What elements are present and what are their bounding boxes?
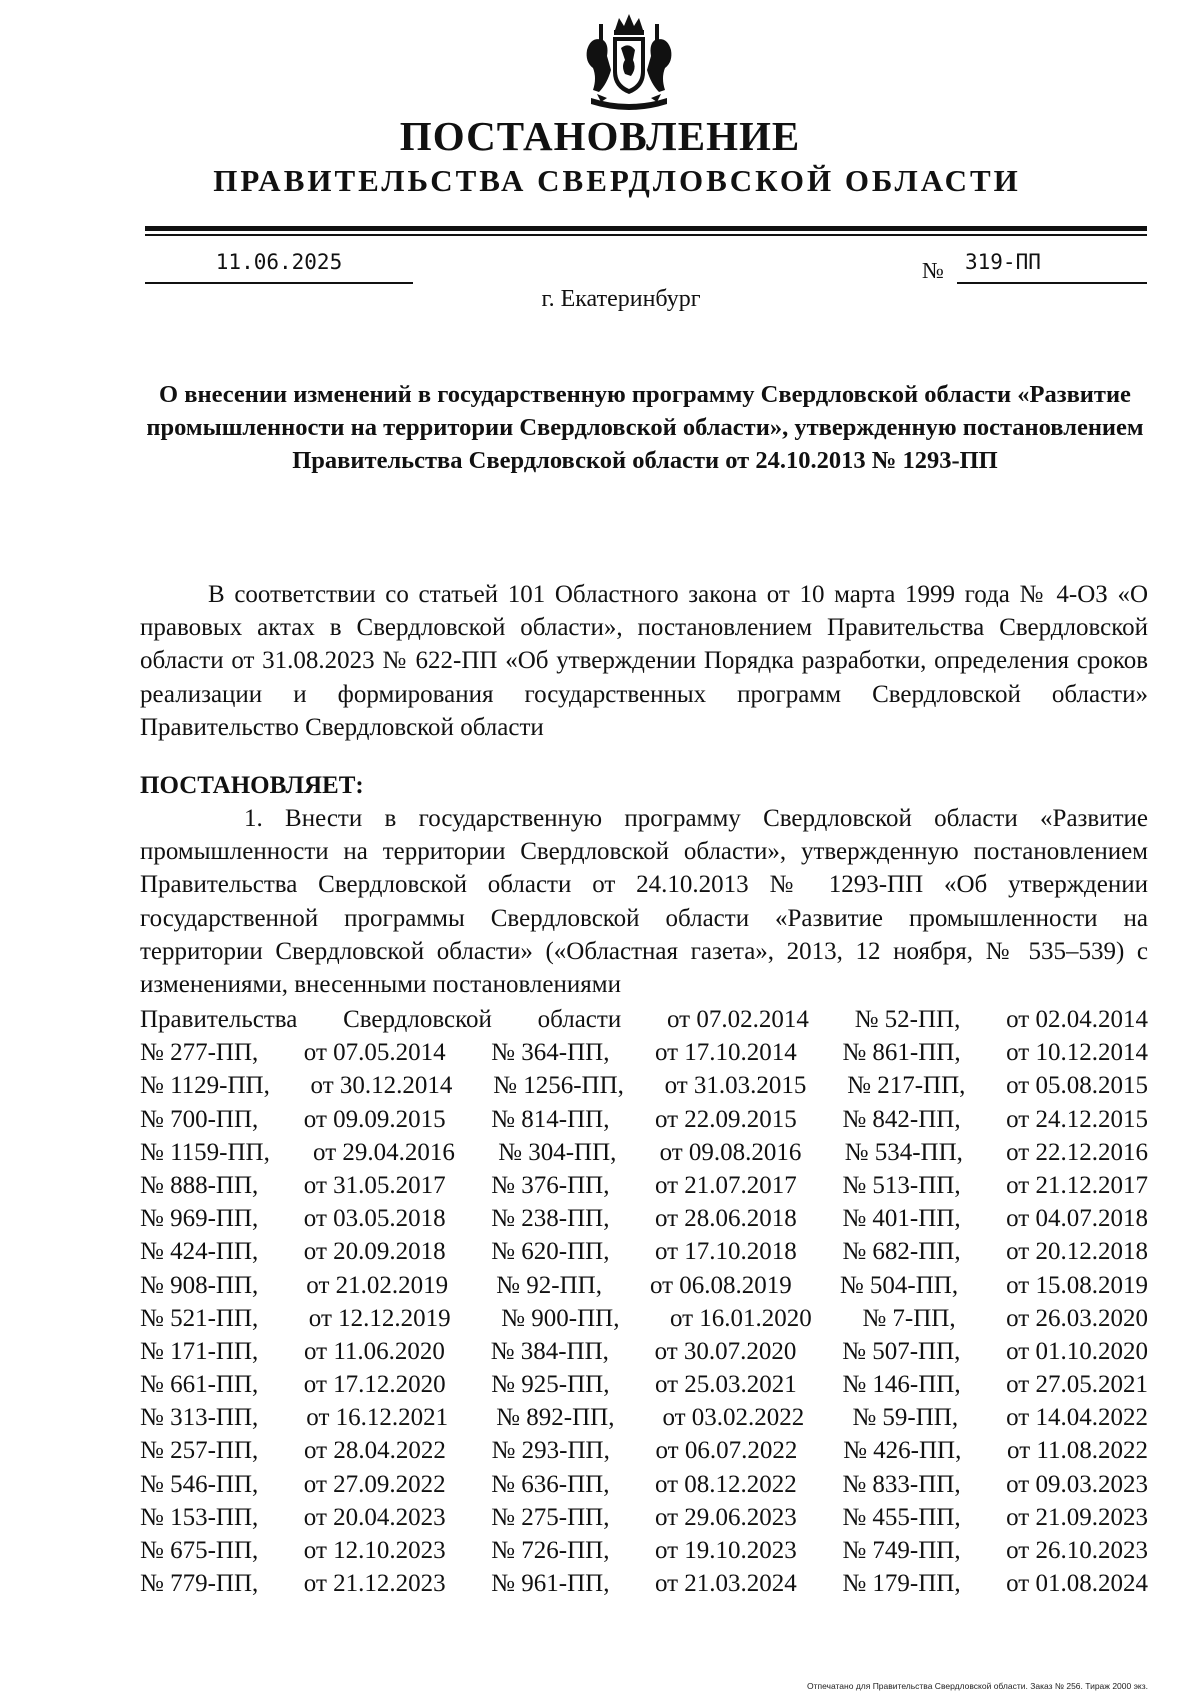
amendment-cell: от 17.10.2014 (654, 1039, 797, 1067)
amendment-cell: № 1129-ПП, (140, 1072, 270, 1100)
amendment-cell: от 31.05.2017 (303, 1171, 446, 1199)
amendment-cell: от 17.12.2020 (303, 1371, 446, 1399)
number-underline (957, 282, 1147, 284)
amendment-cell: № 900-ПП, (501, 1304, 620, 1332)
amendment-cell: от 01.08.2024 (1006, 1570, 1148, 1598)
amendment-cell: № 424-ПП, (140, 1238, 259, 1266)
amendment-cell: от 11.08.2022 (1007, 1437, 1148, 1465)
amendment-cell: от 20.09.2018 (303, 1238, 446, 1266)
decree-word: ПОСТАНОВЛЯЕТ: (140, 772, 364, 799)
amendment-cell: от 21.09.2023 (1006, 1503, 1148, 1531)
amendment-cell: № 455-ПП, (842, 1503, 961, 1531)
amendment-cell: от 20.04.2023 (303, 1503, 446, 1531)
amendment-cell: № 636-ПП, (491, 1470, 610, 1498)
amendment-cell: от 26.03.2020 (1006, 1304, 1148, 1332)
amendment-cell: от 30.07.2020 (654, 1337, 797, 1365)
amendment-cell: от 26.10.2023 (1006, 1537, 1148, 1564)
amendment-cell: от 16.01.2020 (669, 1304, 812, 1332)
amendment-cell: № 1159-ПП, (140, 1138, 270, 1166)
amendment-cell: № 779-ПП, (140, 1570, 259, 1598)
document-type-title: ПОСТАНОВЛЕНИЕ (399, 113, 801, 159)
amendment-cell: № 700-ПП, (140, 1105, 259, 1133)
amendment-cell: № 961-ПП, (491, 1570, 610, 1598)
amendment-cell: № 293-ПП, (491, 1437, 610, 1465)
item-1-paragraph: 1. Внести в государственную программу Свердловской области «Развитие промышленности на территории Свердловской области», утвержденную постановлением Правительства Свердловской области от 24.10.2013 № 1293-ПП «Об утверждении государственной программы Свердловской области «Развитие промышленности на территории Свердловской области» («Областная газета», 2013, 12 ноября, № 535–539) с изменениями, внесенными постановлениями (140, 805, 1148, 999)
amendment-list (140, 1003, 1148, 1600)
amendment-cell: № 675-ПП, (140, 1537, 259, 1564)
amendment-row (140, 1235, 1148, 1268)
amendment-cell: от 27.05.2021 (1006, 1371, 1148, 1399)
print-footer: Отпечатано для Правительства Свердловской области. Заказ № 256. Тираж 2000 экз. (806, 1681, 1148, 1691)
amendment-row (140, 1136, 1148, 1169)
amendment-cell: от 11.06.2020 (303, 1337, 445, 1365)
amendment-cell: от 27.09.2022 (303, 1470, 446, 1498)
amendment-cell: от 17.10.2018 (654, 1238, 797, 1266)
amendment-cell: от 02.04.2014 (1006, 1006, 1148, 1033)
amendment-cell: от 28.04.2022 (303, 1437, 446, 1465)
amendment-cell: от 04.07.2018 (1006, 1205, 1148, 1233)
amendment-cell: № 52-ПП, (854, 1006, 961, 1033)
amendment-cell: № 238-ПП, (491, 1205, 610, 1233)
amendment-cell: № 513-ПП, (842, 1171, 961, 1199)
amendment-cell: № 1256-ПП, (493, 1072, 624, 1100)
amendment-row (140, 1534, 1148, 1567)
document-heading: О внесении изменений в государственную программу Свердловской области «Развитие промышленности на территории Свердловской области», утвержденную постановлением Правительства Свердловской области от 24.10.2013 № 1293-ПП (146, 381, 1144, 474)
amendment-cell: Свердловской (343, 1006, 492, 1033)
amendment-row (140, 1501, 1148, 1534)
amendment-cell: от 01.10.2020 (1006, 1337, 1148, 1365)
header-rule-thin (145, 234, 1147, 236)
number-sign: № (922, 258, 944, 283)
date-underline (145, 282, 413, 284)
amendment-cell: от 16.12.2021 (306, 1404, 449, 1432)
amendment-cell: № 153-ПП, (140, 1503, 259, 1531)
amendment-cell: № 364-ПП, (491, 1039, 610, 1067)
amendment-cell: от 21.03.2024 (654, 1570, 797, 1598)
amendment-cell: от 12.10.2023 (303, 1537, 446, 1564)
amendment-cell: № 179-ПП, (842, 1570, 961, 1598)
amendment-cell: № 504-ПП, (839, 1271, 959, 1299)
amendment-cell: от 09.03.2023 (1006, 1470, 1148, 1498)
amendment-cell: от 21.12.2017 (1006, 1171, 1148, 1199)
amendment-row (140, 1269, 1148, 1302)
amendment-cell: № 92-ПП, (496, 1271, 602, 1299)
amendment-row (140, 1302, 1148, 1335)
amendment-cell: № 726-ПП, (491, 1537, 610, 1564)
amendment-cell: № 217-ПП, (847, 1072, 966, 1100)
amendment-cell: № 833-ПП, (842, 1470, 961, 1498)
amendment-cell: от 10.12.2014 (1006, 1039, 1148, 1067)
amendment-row (140, 1003, 1148, 1036)
amendment-cell: № 304-ПП, (498, 1138, 617, 1166)
amendment-cell: от 19.10.2023 (654, 1537, 797, 1564)
amendment-cell: № 171-ПП, (140, 1337, 259, 1365)
amendment-cell: от 14.04.2022 (1006, 1404, 1148, 1432)
amendment-cell: от 21.07.2017 (654, 1171, 797, 1199)
amendment-cell: от 21.12.2023 (303, 1570, 446, 1598)
amendment-cell: от 22.12.2016 (1006, 1138, 1148, 1166)
amendment-cell: от 06.07.2022 (655, 1437, 798, 1465)
amendment-row (140, 1401, 1148, 1434)
amendment-cell: Правительства (140, 1006, 298, 1033)
amendment-cell: № 426-ПП, (843, 1437, 962, 1465)
amendment-cell: от 07.05.2014 (303, 1039, 446, 1067)
header-rule-thick (145, 226, 1147, 231)
amendment-cell: № 59-ПП, (852, 1404, 959, 1432)
document-city: г. Екатеринбург (541, 286, 701, 312)
amendment-cell: № 682-ПП, (842, 1238, 961, 1266)
amendment-cell: от 22.09.2015 (654, 1105, 797, 1133)
amendment-cell: № 277-ПП, (140, 1039, 259, 1067)
amendment-cell: № 969-ПП, (140, 1205, 259, 1233)
amendment-cell: от 25.03.2021 (654, 1371, 797, 1399)
amendment-cell: № 507-ПП, (842, 1337, 961, 1365)
amendment-cell: № 620-ПП, (491, 1238, 610, 1266)
amendment-row (140, 1202, 1148, 1235)
amendment-cell: № 521-ПП, (140, 1304, 259, 1332)
amendment-cell: от 15.08.2019 (1006, 1271, 1148, 1299)
amendment-cell: от 20.12.2018 (1006, 1238, 1148, 1266)
amendment-cell: № 842-ПП, (842, 1105, 961, 1133)
document-number: 319-ПП (965, 250, 1041, 274)
amendment-cell: № 146-ПП, (842, 1371, 961, 1399)
amendment-cell: № 546-ПП, (140, 1470, 259, 1498)
amendment-cell: от 05.08.2015 (1006, 1072, 1148, 1100)
amendment-cell: области (537, 1006, 622, 1033)
amendment-cell: № 888-ПП, (140, 1171, 259, 1199)
amendment-cell: № 814-ПП, (491, 1105, 610, 1133)
coat-of-arms-icon (577, 10, 681, 116)
amendment-cell: № 275-ПП, (491, 1503, 610, 1531)
amendment-cell: от 21.02.2019 (306, 1271, 449, 1299)
amendment-row (140, 1468, 1148, 1501)
amendment-cell: от 08.12.2022 (654, 1470, 797, 1498)
amendment-cell: от 03.02.2022 (662, 1404, 805, 1432)
amendment-cell: № 925-ПП, (491, 1371, 610, 1399)
amendment-cell: от 12.12.2019 (308, 1304, 451, 1332)
amendment-row (140, 1036, 1148, 1069)
amendment-cell: от 09.09.2015 (303, 1105, 446, 1133)
amendment-row (140, 1434, 1148, 1467)
preamble-paragraph: В соответствии со статьей 101 Областного закона от 10 марта 1999 года № 4-ОЗ «О правовых актах в Свердловской области», постановлением Правительства Свердловской области от 31.08.2023 № 622-ПП «Об утверждении Порядка разработки, определения сроков реализации и формирования государственных программ Свердловской области» Правительство Свердловской области (140, 581, 1148, 741)
amendment-row (140, 1069, 1148, 1102)
amendment-cell: № 534-ПП, (844, 1138, 963, 1166)
amendment-cell: № 661-ПП, (140, 1371, 259, 1399)
amendment-cell: от 28.06.2018 (654, 1205, 797, 1233)
amendment-cell: № 7-ПП, (862, 1304, 956, 1332)
amendment-row (140, 1335, 1148, 1368)
amendment-cell: от 29.06.2023 (654, 1503, 797, 1531)
amendment-cell: от 24.12.2015 (1006, 1105, 1148, 1133)
amendment-cell: от 31.03.2015 (664, 1072, 807, 1100)
amendment-cell: № 892-ПП, (496, 1404, 615, 1432)
amendment-cell: № 908-ПП, (140, 1271, 259, 1299)
amendment-cell: от 09.08.2016 (659, 1138, 802, 1166)
amendment-cell: № 376-ПП, (491, 1171, 610, 1199)
amendment-cell: № 861-ПП, (842, 1039, 961, 1067)
amendment-cell: № 749-ПП, (842, 1537, 961, 1564)
amendment-cell: от 07.02.2014 (666, 1006, 809, 1033)
amendment-row (140, 1169, 1148, 1202)
amendment-row (140, 1368, 1148, 1401)
amendment-cell: от 29.04.2016 (313, 1138, 455, 1166)
amendment-row (140, 1567, 1148, 1600)
amendment-cell: № 401-ПП, (842, 1205, 961, 1233)
amendment-row (140, 1103, 1148, 1136)
amendment-cell: № 313-ПП, (140, 1404, 259, 1432)
amendment-cell: от 06.08.2019 (649, 1271, 792, 1299)
amendment-cell: от 30.12.2014 (310, 1072, 453, 1100)
issuer-subtitle: ПРАВИТЕЛЬСТВА СВЕРДЛОВСКОЙ ОБЛАСТИ (213, 163, 1021, 198)
amendment-cell: № 257-ПП, (140, 1437, 259, 1465)
amendment-cell: № 384-ПП, (490, 1337, 609, 1365)
amendment-cell: от 03.05.2018 (303, 1205, 446, 1233)
document-date: 11.06.2025 (215, 250, 343, 274)
